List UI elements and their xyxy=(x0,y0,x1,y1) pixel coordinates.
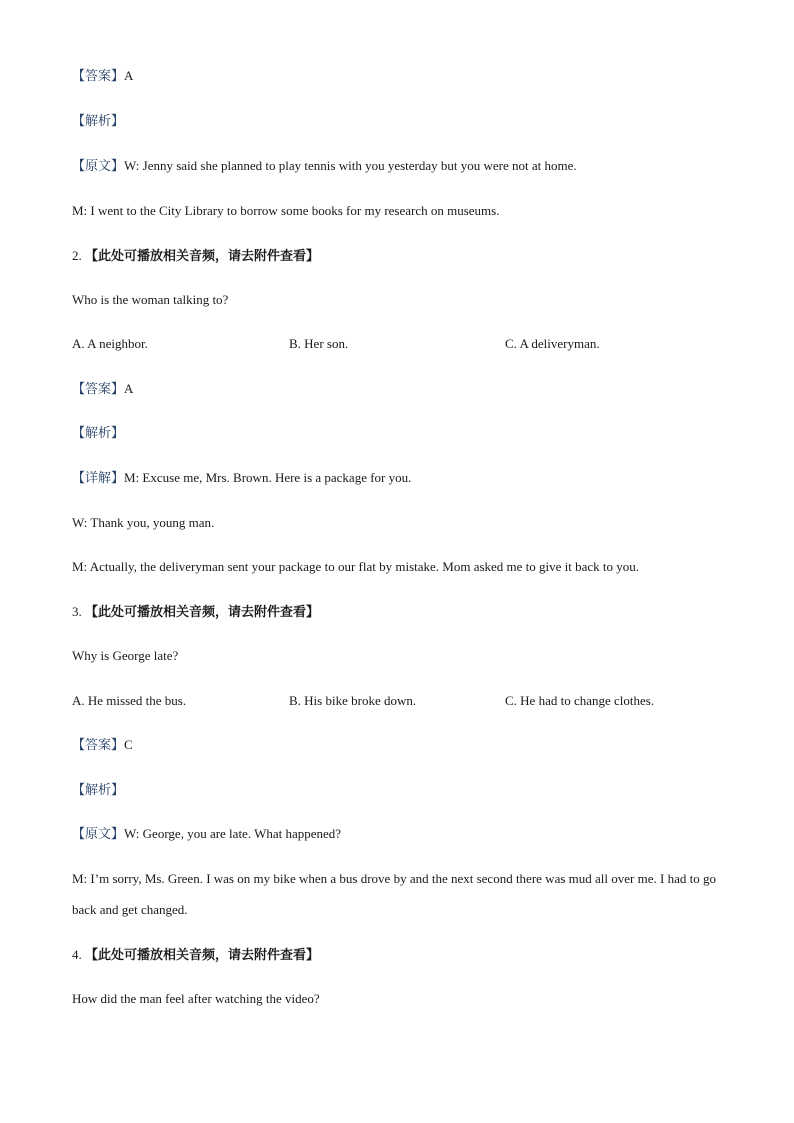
q2-analysis-line xyxy=(72,424,124,443)
original-tag: 【原文】 xyxy=(72,159,125,174)
q2-detail-w: W: Thank you, young man. xyxy=(72,515,215,530)
analysis-tag: 【解析】 xyxy=(72,426,125,441)
audio-note: 【此处可播放相关音频，请去附件查看】 xyxy=(85,249,320,264)
q2-question: Who is the woman talking to? xyxy=(72,292,229,307)
analysis-tag: 【解析】 xyxy=(72,114,125,129)
q3-heading xyxy=(72,603,319,622)
answer-tag: 【答案】 xyxy=(72,738,125,753)
q3-answer: C xyxy=(124,737,133,752)
q2-answer: A xyxy=(124,381,134,396)
q3-option-c: C. He had to change clothes. xyxy=(505,693,655,708)
original-tag: 【原文】 xyxy=(72,827,125,842)
q4-number: 4. xyxy=(72,947,82,962)
q2-detail-m2: M: Actually, the deliveryman sent your package to our flat by mistake. Mom asked me to give it back to you. xyxy=(72,559,640,574)
answer-tag: 【答案】 xyxy=(72,382,125,397)
audio-note: 【此处可播放相关音频，请去附件查看】 xyxy=(85,605,320,620)
q2-option-c: C. A deliveryman. xyxy=(505,336,600,351)
q1-original-w xyxy=(72,157,577,176)
q3-option-a: A. He missed the bus. xyxy=(72,693,187,708)
q2-detail-m1 xyxy=(72,469,411,488)
q1-original-w-text: W: Jenny said she planned to play tennis with you yesterday but you were not at home. xyxy=(124,158,577,173)
q3-question: Why is George late? xyxy=(72,648,179,663)
q4-question: How did the man feel after watching the video? xyxy=(72,991,320,1006)
q2-option-b: B. Her son. xyxy=(289,336,349,351)
q3-original-m: M: I’m sorry, Ms. Green. I was on my bike when a bus drove by and the next second there was mud all over me. I had to go back and get changed. xyxy=(72,871,716,917)
q1-answer: A xyxy=(124,68,134,83)
analysis-tag: 【解析】 xyxy=(72,783,125,798)
q1-answer-line xyxy=(72,67,133,86)
q2-heading xyxy=(72,247,319,266)
detail-tag: 【详解】 xyxy=(72,471,125,486)
q2-detail-m1-text: M: Excuse me, Mrs. Brown. Here is a package for you. xyxy=(124,470,412,485)
q3-analysis-line xyxy=(72,781,124,800)
answer-tag: 【答案】 xyxy=(72,69,125,84)
q4-heading xyxy=(72,946,319,965)
q3-answer-line xyxy=(72,736,133,755)
q3-original-w-text: W: George, you are late. What happened? xyxy=(124,826,342,841)
q1-analysis-line xyxy=(72,112,124,131)
q3-number: 3. xyxy=(72,604,82,619)
q3-original-w xyxy=(72,825,341,844)
q2-number: 2. xyxy=(72,248,82,263)
q2-answer-line xyxy=(72,380,133,399)
q2-option-a: A. A neighbor. xyxy=(72,336,148,351)
q1-original-m: M: I went to the City Library to borrow some books for my research on museums. xyxy=(72,203,500,218)
q3-option-b: B. His bike broke down. xyxy=(289,693,417,708)
audio-note: 【此处可播放相关音频，请去附件查看】 xyxy=(85,948,320,963)
